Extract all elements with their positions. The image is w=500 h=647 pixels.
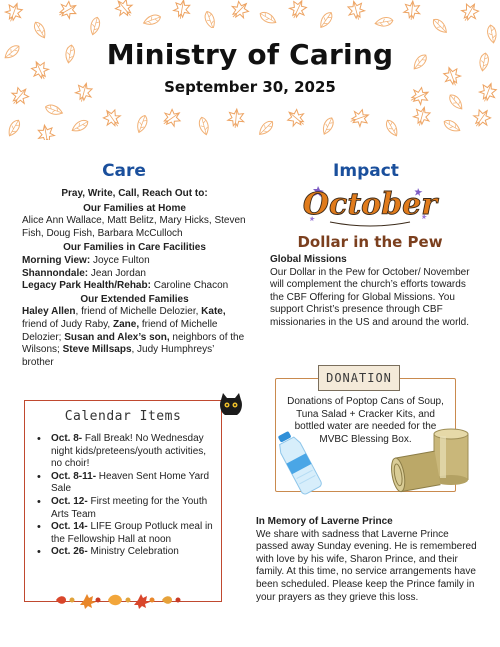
donation-text: Donations of Poptop Cans of Soup, Tuna Salad + Cracker Kits, and bottled water are needed for the MVBC Blessing Box. <box>287 396 444 445</box>
october-word: October <box>302 187 438 222</box>
person-name: Steve Millsaps <box>62 344 132 356</box>
person-name: Susan and Alex’s son, <box>64 331 170 343</box>
person-name: Kate, <box>201 306 226 318</box>
donation-tag: DONATION <box>318 365 400 391</box>
extended-families-text <box>22 306 247 369</box>
calendar-item-text: Fall Break! No Wednesday night kids/preteens/youth activities, no choir! <box>51 433 207 470</box>
person-relation: friend of Judy Raby, <box>22 318 111 330</box>
care-intro: Pray, Write, Call, Reach Out to: <box>61 188 208 199</box>
calendar-item <box>35 521 213 546</box>
facility-name: Morning View: <box>22 254 91 266</box>
global-missions-text: Our Dollar in the Pew for October/ November will complement the church’s efforts towards the CBF Offering for Global Missions. You support Christ’s presence through CBF missionaries in the US and around the world. <box>270 266 470 328</box>
person-name: Zane, <box>112 318 140 330</box>
person-relation: neighbors of the Wilsons; <box>22 331 245 356</box>
calendar-item <box>35 496 213 521</box>
calendar-title: Calendar Items <box>64 409 182 424</box>
impact-heading: Impact <box>333 161 399 181</box>
memory-text: We share with sadness that Laverne Prince passed away Sunday evening. He is remembered with love by his wife, Sharon Prince, and their family. At this time, no service arrangements have been scheduled. Please keep the Prince family in your prayers as they grieve this loss. <box>256 528 477 603</box>
care-heading: Care <box>102 161 146 181</box>
page-title: Ministry of Caring <box>106 38 394 71</box>
person-relation: , friend of Michelle Delozier, <box>75 306 199 318</box>
calendar-item-date: Oct. 8- <box>51 433 83 444</box>
facility-item <box>22 268 247 281</box>
calendar-item-date: Oct. 14- <box>51 521 88 533</box>
facility-name: Legacy Park Health/Rehab: <box>22 280 151 292</box>
autumn-leaves-decoration <box>48 588 188 612</box>
person-name: Haley Allen <box>22 306 76 318</box>
memory-section <box>256 516 482 604</box>
soup-cans-icon <box>390 428 478 498</box>
person-relation: , Judy Humphreys’ brother <box>22 344 214 368</box>
calendar-item <box>35 546 213 559</box>
header-card <box>100 28 400 104</box>
calendar-item <box>35 433 213 471</box>
facility-value: Jean Jordan <box>90 267 146 279</box>
calendar-item <box>35 471 213 496</box>
facility-item <box>22 280 247 293</box>
calendar-item-text: Ministry Celebration <box>87 546 179 558</box>
calendar-item-date: Oct. 26- <box>51 546 88 558</box>
dollar-in-the-pew-heading: Dollar in the Pew <box>297 233 443 251</box>
facility-item <box>22 255 247 268</box>
extended-families-heading: Our Extended Families <box>80 293 189 305</box>
page-date: September 30, 2025 <box>164 78 336 96</box>
calendar-item-text: LIFE Group Potluck meal in the Fellowship Hall at noon <box>51 521 213 545</box>
facility-value: Joyce Fulton <box>92 254 150 266</box>
october-decorative-lettering <box>300 178 440 230</box>
water-bottle-icon <box>272 428 324 496</box>
facility-value: Caroline Chacon <box>153 280 229 292</box>
calendar-item-date: Oct. 12- <box>51 495 88 507</box>
care-section <box>22 188 247 369</box>
memory-heading: In Memory of Laverne Prince <box>256 516 393 527</box>
global-missions-section <box>270 254 480 330</box>
calendar-item-text: First meeting for the Youth Arts Team <box>51 495 208 520</box>
person-relation: friend of Michelle Delozier; <box>22 318 218 343</box>
care-facilities-heading: Our Families in Care Facilities <box>63 242 206 254</box>
facility-name: Shannondale: <box>22 267 89 279</box>
families-home-heading: Our Families at Home <box>83 202 186 214</box>
calendar-item-text: Heaven Sent Home Yard Sale <box>51 470 210 495</box>
calendar-list <box>35 433 213 559</box>
calendar-item-date: Oct. 8-11- <box>51 470 97 482</box>
families-home-text: Alice Ann Wallace, Matt Belitz, Mary Hicks, Steven Fish, Doug Fish, Barbara McCulloch <box>22 215 246 239</box>
global-missions-heading: Global Missions <box>270 254 347 265</box>
